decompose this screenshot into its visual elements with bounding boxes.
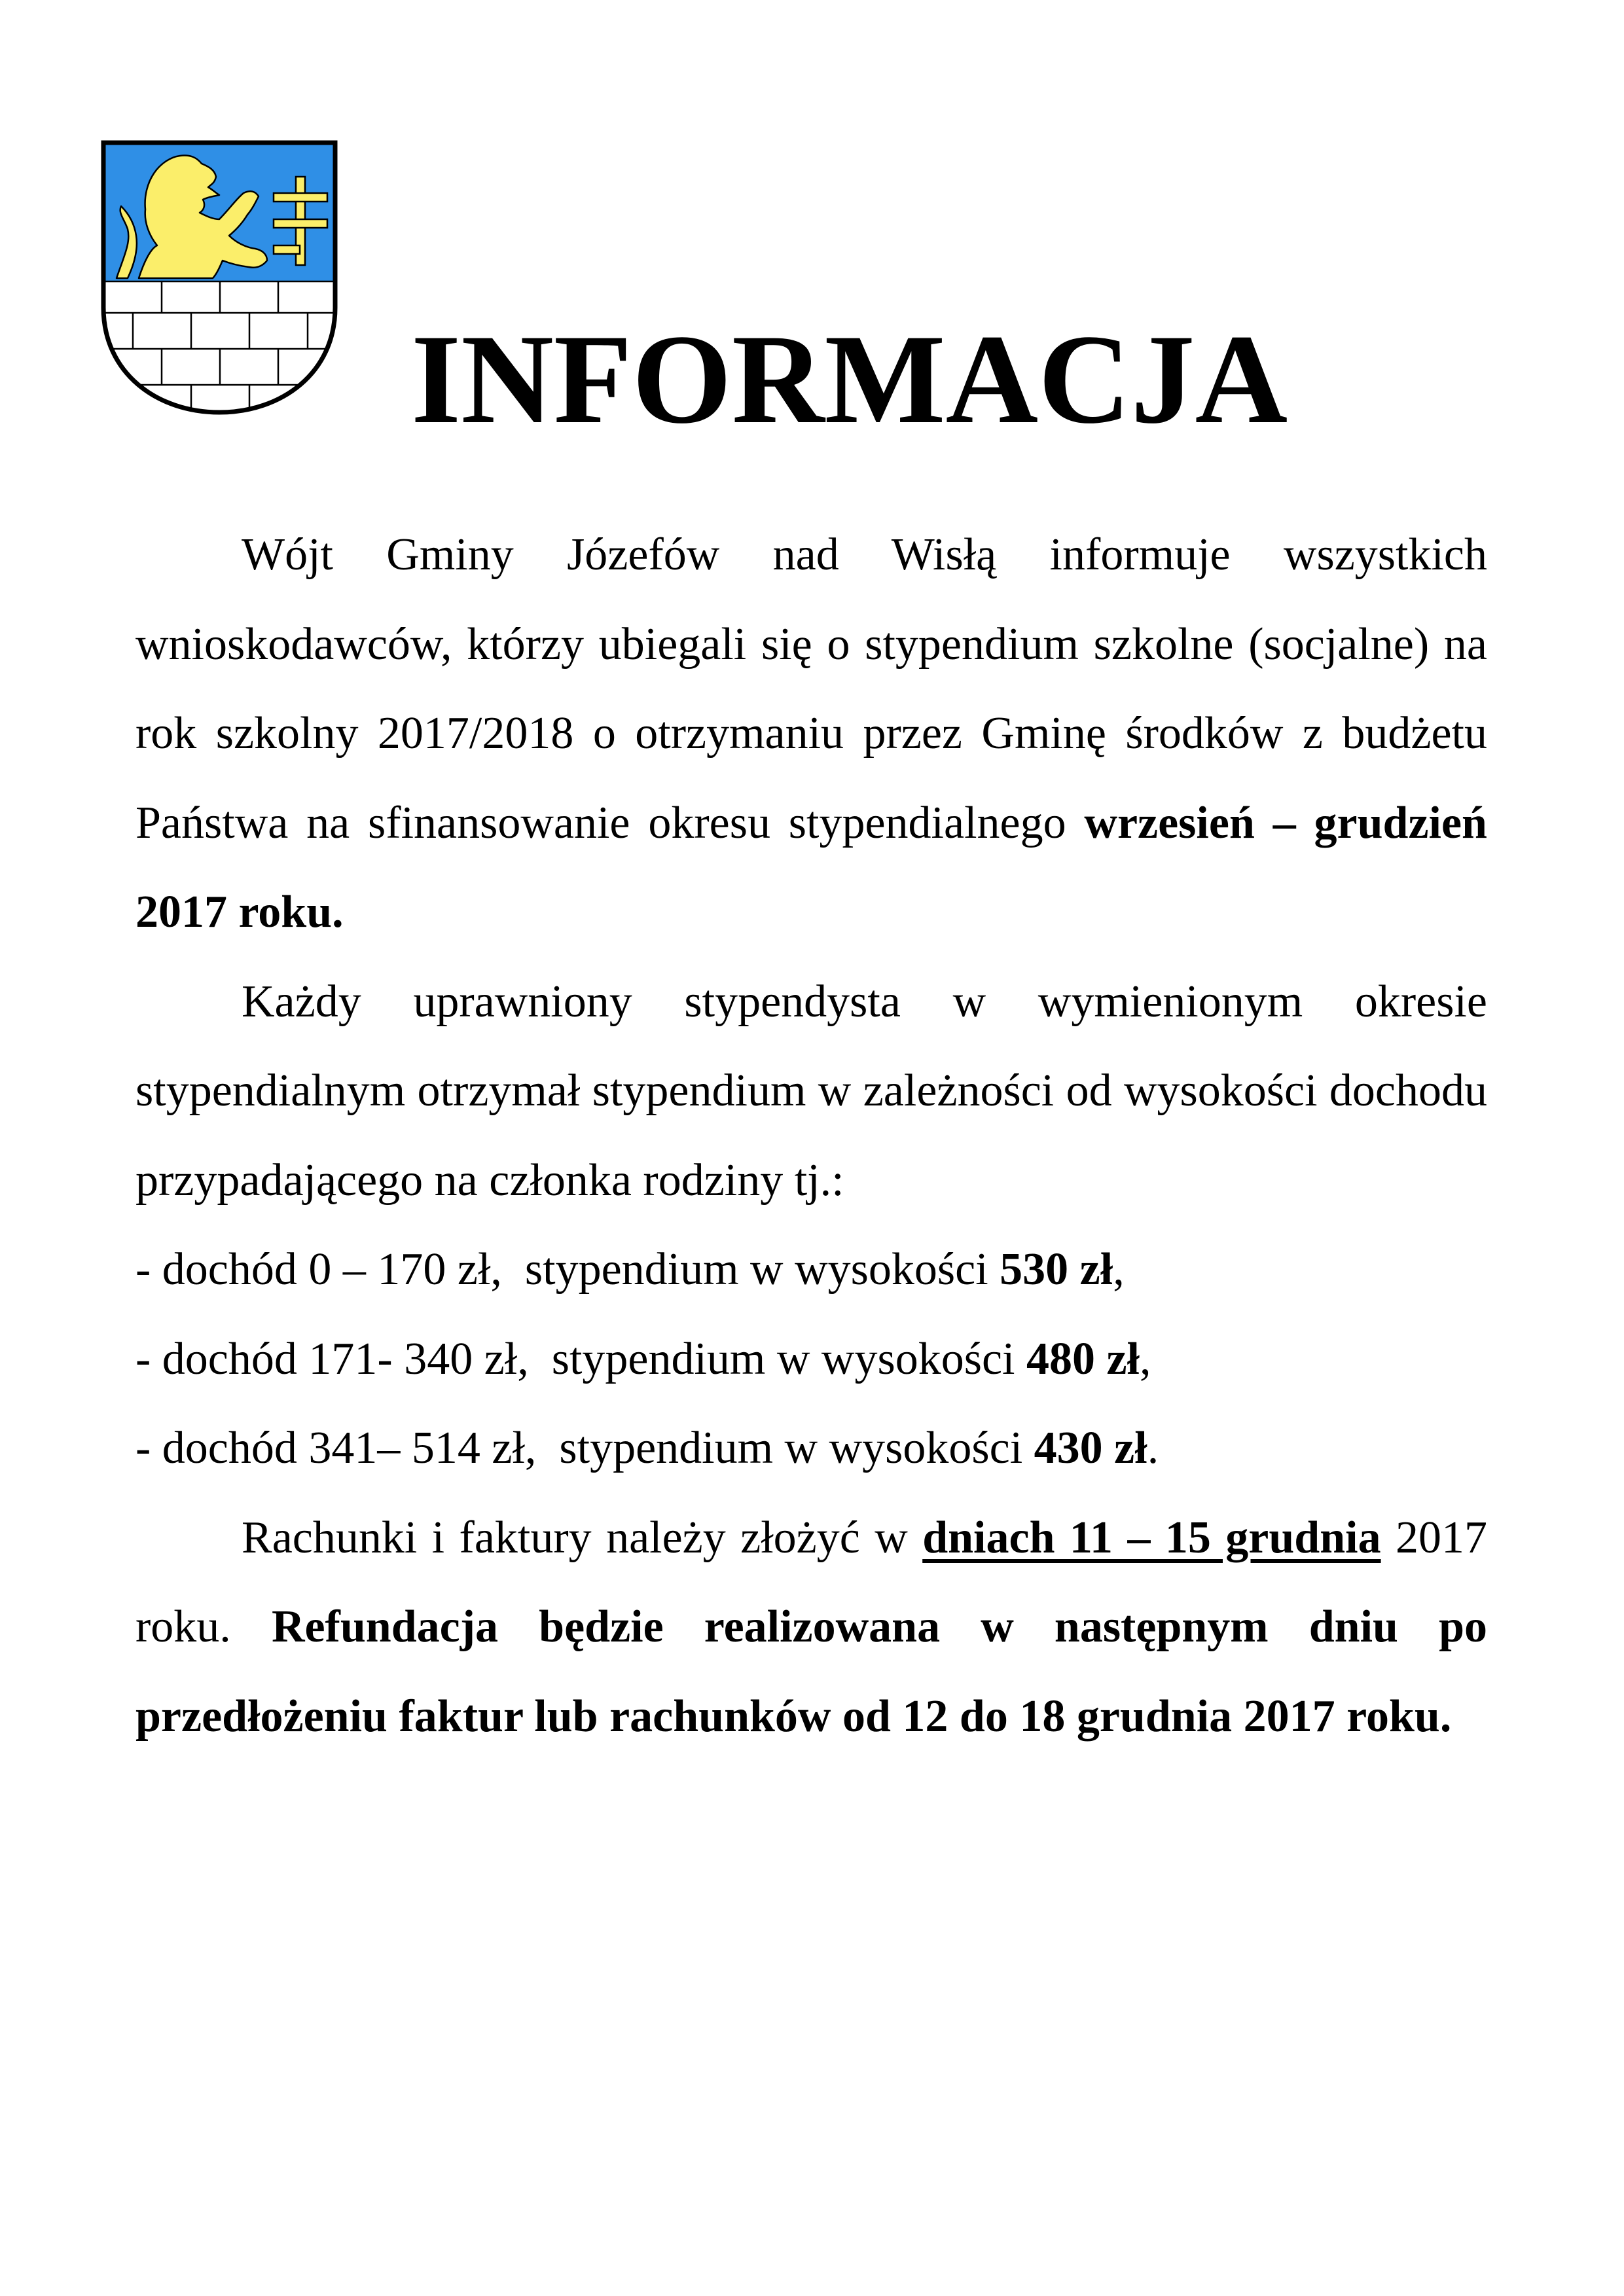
announcement-text: Wójt Gminy Józefów nad Wisłą informuje wszystkich wnioskodawców, którzy ubiegali się o stypendium szkolne (socjalne) na rok szkolny 2017/2018 o otrzymaniu przez Gminę środków z budżetu Państwa na sfinansowanie okresu stypendialnego [135,529,1487,848]
paragraph-announcement [135,511,1487,958]
coat-of-arms-crest [98,137,340,419]
income-bracket-item [135,1315,1487,1405]
bracket-text: - dochód 341– 514 zł, stypendium w wysokości [135,1423,1034,1473]
income-bracket-item [135,1225,1487,1315]
bracket-amount: 530 zł [1000,1244,1113,1295]
income-bracket-item [135,1404,1487,1494]
bracket-suffix: , [1140,1333,1151,1384]
eligibility-text: Każdy uprawniony stypendysta w wymienionym okresie stypendialnym otrzymał stypendium w zależności od wysokości dochodu przypadającego na członka rodziny tj.: [135,976,1487,1206]
deadline-dates-underlined: dniach 11 – 15 grudnia [922,1512,1381,1563]
bracket-amount: 480 zł [1026,1333,1140,1384]
paragraph-eligibility [135,958,1487,1226]
deadline-text: Rachunki i faktury należy złożyć w [242,1512,923,1563]
bracket-suffix: , [1113,1244,1125,1295]
deadline-year: 2017 roku. [135,1512,1488,1652]
bracket-amount: 430 zł [1034,1423,1147,1473]
page-title: INFORMACJA [411,308,1288,450]
bracket-text: - dochód 171- 340 zł, stypendium w wysokości [135,1333,1026,1384]
period-bold: wrzesień – grudzień 2017 roku. [135,797,1487,937]
bracket-suffix: . [1147,1423,1159,1473]
income-bracket-list [135,1225,1487,1494]
paragraph-deadline [135,1494,1487,1762]
bracket-text: - dochód 0 – 170 zł, stypendium w wysokości [135,1244,1000,1295]
refund-bold: Refundacja będzie realizowana w następnym dniu po przedłożeniu faktur lub rachunków od 12 do 18 grudnia 2017 roku. [135,1602,1488,1742]
document-body [135,511,1487,1761]
